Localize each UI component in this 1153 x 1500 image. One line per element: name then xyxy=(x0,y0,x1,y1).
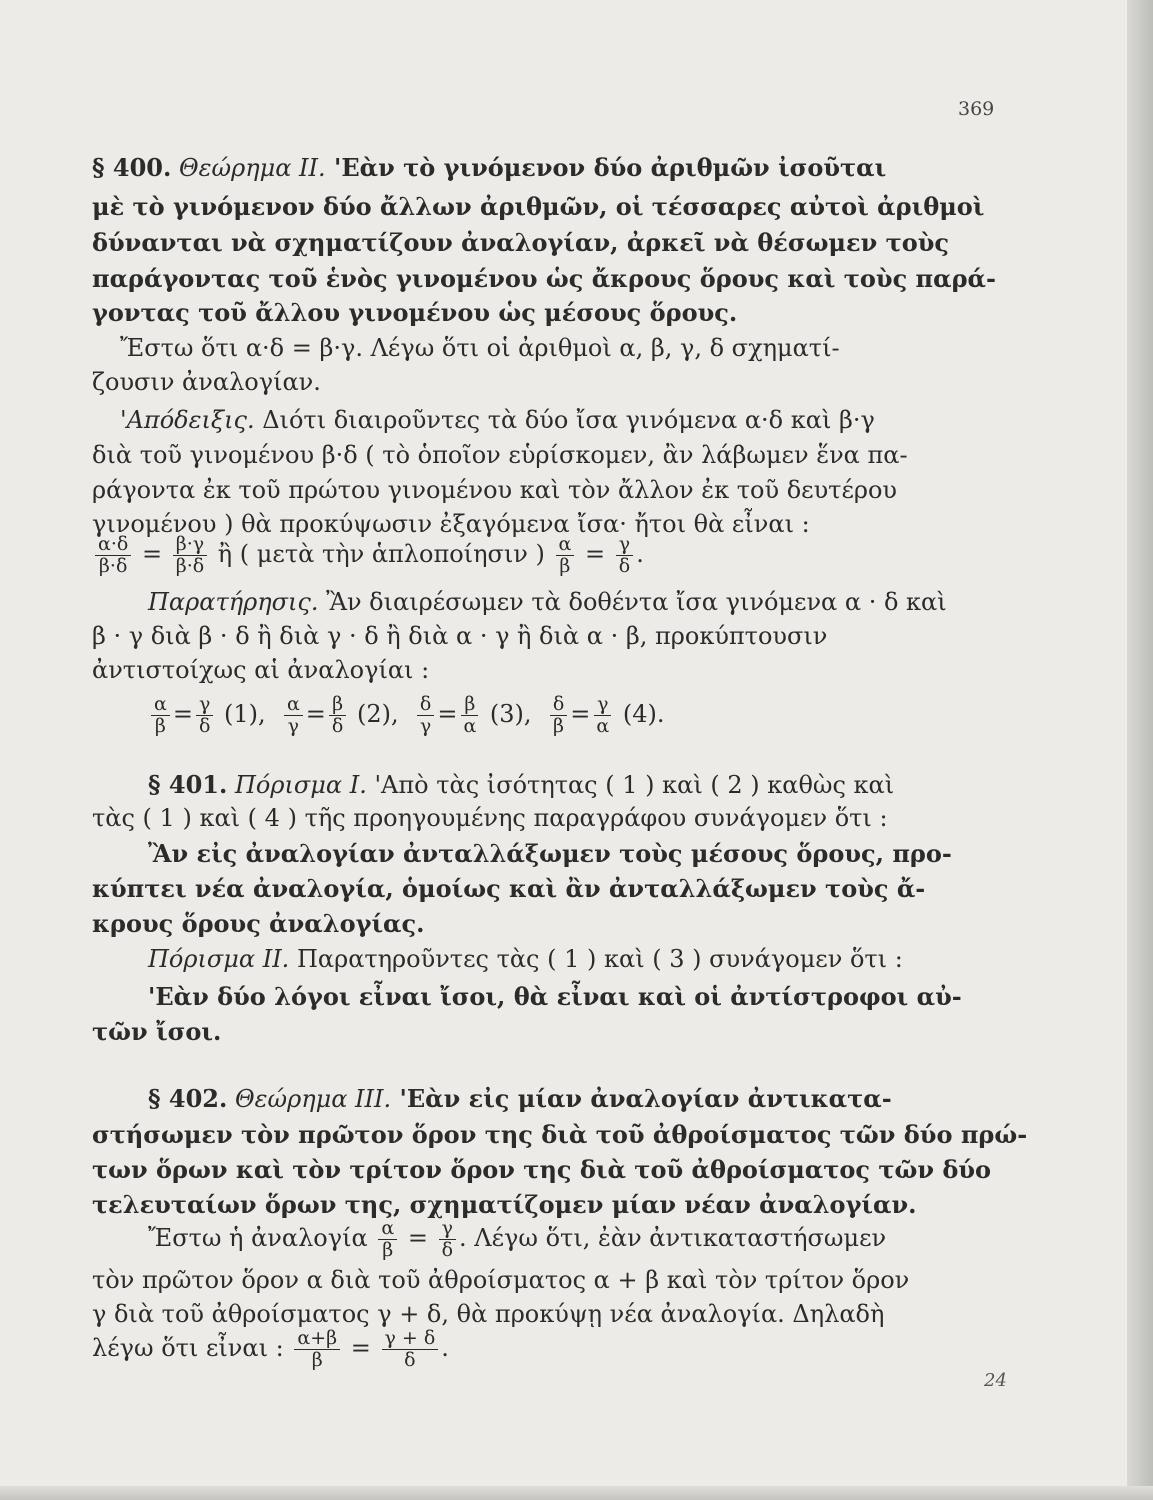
equals-sign: = xyxy=(350,1334,371,1362)
s401-line-2: τὰς ( 1 ) καὶ ( 4 ) τῆς προηγουμένης παραγράφου συνάγομεν ὅτι : xyxy=(92,804,888,832)
corollary-text: 'Απὸ τὰς ἰσότητας ( 1 ) καὶ ( 2 ) καθὼς καὶ xyxy=(366,771,895,799)
s402-line-3: των ὅρων καὶ τὸν τρίτον ὅρον της διὰ τοῦ ἀθροίσματος τῶν δύο xyxy=(92,1155,992,1184)
page-number: 369 xyxy=(958,98,995,120)
s402-line-7: γ διὰ τοῦ ἀθροίσματος γ + δ, θὰ προκύψῃ νέα ἀναλογία. Δηλαδὴ xyxy=(92,1300,885,1328)
remark-text: Ἂν διαιρέσωμεν τὰ δοθέντα ἴσα γινόμενα α · δ καὶ xyxy=(318,588,947,616)
s401-line-4: κύπτει νέα ἀναλογία, ὁμοίως καὶ ἂν ἀνταλλάξωμεν τοὺς ἄ- xyxy=(92,874,926,903)
equation-tag: (3), xyxy=(489,700,532,728)
theorem-text: 'Εὰν εἰς μίαν ἀναλογίαν ἀντικατα- xyxy=(391,1084,892,1113)
theorem-title: Θεώρημα ΙΙΙ. xyxy=(235,1085,392,1113)
s400-line-6: Ἔστω ὅτι α·δ = β·γ. Λέγω ὅτι οἱ ἀριθμοὶ α, β, γ, δ σχηματί- xyxy=(120,334,840,362)
fraction: $\frac{\alpha}{\gamma}$ xyxy=(284,694,303,737)
corollary-title: Πόρισμα Ι. xyxy=(235,771,367,799)
page-edge-right xyxy=(1127,0,1153,1500)
remark-line-1 xyxy=(148,588,1078,616)
proof-label: 'Απόδειξις. xyxy=(120,406,255,434)
section-number: § 402. xyxy=(148,1084,228,1113)
s401-line-7: 'Εὰν δύο λόγοι εἶναι ἴσοι, θὰ εἶναι καὶ οἱ ἀντίστροφοι αὐ- xyxy=(148,982,962,1011)
signature-mark: 24 xyxy=(984,1370,1007,1391)
equals-sign: = xyxy=(584,540,606,568)
fraction: $\frac{\gamma}{\alpha}$ xyxy=(593,694,612,737)
s402-line-8: λέγω ὅτι εἶναι : $\frac{\alpha+\beta}{\beta}$ = $\frac{\gamma + \delta}{\delta}$ . xyxy=(92,1327,449,1371)
proof-line-2: διὰ τοῦ γινομένου β·δ ( τὸ ὁποῖον εὑρίσκομεν, ἂν λάβωμεν ἕνα πα- xyxy=(92,441,908,469)
fraction: $\frac{\gamma + \delta}{\delta}$ xyxy=(382,1328,439,1371)
fraction: $\frac{\gamma}{\delta}$ xyxy=(616,534,633,577)
s400-line-3: δύνανται νὰ σχηματίζουν ἀναλογίαν, ἀρκεῖ νὰ θέσωμεν τοὺς xyxy=(92,228,950,257)
s400-line-4: παράγοντας τοῦ ἑνὸς γινομένου ὡς ἄκρους ὅρους καὶ τοὺς παρά- xyxy=(92,264,996,293)
proof-line-3: ράγοντα ἐκ τοῦ πρώτου γινομένου καὶ τὸν ἄλλον ἐκ τοῦ δευτέρου xyxy=(92,476,898,504)
proportions-row: $\frac{\alpha}{\beta}$ = $\frac{\gamma}{\delta}$ (1), $\frac{\alpha}{\gamma}$ = $\frac{\beta}{\delta}$ (2), $\frac{\delta}{\gamma}$ = $\frac{\beta}{\alpha}$ (3), $\frac{\delta}{\beta}$ = $\frac{\gamma}{\alpha}$ (4). xyxy=(148,694,1078,737)
fraction: $\frac{\gamma}{\delta}$ xyxy=(439,1218,456,1261)
equals-sign: = xyxy=(141,540,163,568)
remark-label: Παρατήρησις. xyxy=(148,588,319,616)
equation-tag: (1), xyxy=(224,700,266,728)
s400-line-1 xyxy=(92,153,1022,182)
s402-line-4: τελευταίων ὅρων της, σχηματίζομεν μίαν νέαν ἀναλογίαν. xyxy=(92,1190,917,1219)
s402-line-5: Ἔστω ἡ ἀναλογία $\frac{\alpha}{\beta}$ = $\frac{\gamma}{\delta}$ . Λέγω ὅτι, ἐὰν ἀντικαταστήσωμεν xyxy=(148,1217,887,1261)
s401-line-5: κρους ὅρους ἀναλογίας. xyxy=(92,909,425,938)
fraction: $\frac{\alpha}{\beta}$ xyxy=(151,694,170,737)
fraction: $\frac{\beta}{\alpha}$ xyxy=(460,694,479,737)
proof-line-4: γινομένου ) θὰ προκύψωσιν ἐξαγόμενα ἴσα· ἤτοι θὰ εἶναι : xyxy=(92,510,810,538)
theorem-text: 'Εὰν τὸ γινόμενον δύο ἀριθμῶν ἰσοῦται xyxy=(325,153,887,182)
equals-sign: = xyxy=(407,1224,428,1252)
s401-line-8: τῶν ἴσοι. xyxy=(92,1017,222,1046)
fraction: $\frac{\alpha+\beta}{\beta}$ xyxy=(294,1328,340,1371)
equation-tag: (2), xyxy=(356,700,399,728)
s402-line-1 xyxy=(148,1084,1078,1113)
remark-line-3: ἀντιστοίχως αἱ ἀναλογίαι : xyxy=(92,656,430,684)
theorem-title: Θεώρημα ΙΙ. xyxy=(179,154,326,182)
s401-line-1 xyxy=(148,770,1078,799)
fraction: $\frac{\alpha}{\beta}$ xyxy=(556,534,575,577)
fraction: $\frac{\gamma}{\delta}$ xyxy=(196,694,213,737)
corollary-title: Πόρισμα ΙΙ. xyxy=(148,945,290,973)
section-number: § 401. xyxy=(148,770,228,799)
s401-line-6 xyxy=(148,945,1078,973)
fraction: $\frac{\alpha}{\beta}$ xyxy=(378,1218,397,1261)
s400-line-7: ζουσιν ἀναλογίαν. xyxy=(92,368,321,396)
s400-line-5: γοντας τοῦ ἄλλου γινομένου ὡς μέσους ὅρους. xyxy=(92,298,738,327)
fraction: $\frac{\delta}{\beta}$ xyxy=(550,694,567,737)
page-edge-bottom xyxy=(0,1486,1153,1500)
corollary-text: Παρατηροῦντες τὰς ( 1 ) καὶ ( 3 ) συνάγομεν ὅτι : xyxy=(289,945,903,973)
remark-line-2: β · γ διὰ β · δ ἢ διὰ γ · δ ἢ διὰ α · γ ἢ διὰ α · β, προκύπτουσιν xyxy=(92,622,828,650)
formula-text: ἢ ( μετὰ τὴν ἁπλοποίησιν ) xyxy=(210,540,545,568)
fraction: $\frac{\alpha\cdot\delta}{\beta\cdot\delta}$ xyxy=(95,534,131,577)
s400-line-2: μὲ τὸ γινόμενον δύο ἄλλων ἀριθμῶν, οἱ τέσσαρες αὐτοὶ ἀριθμοὶ xyxy=(92,192,985,221)
proof-formula: $\frac{\alpha\cdot\delta}{\beta\cdot\delta}$ = $\frac{\beta\cdot\gamma}{\beta\cdot\delta}$ ἢ ( μετὰ τὴν ἁπλοποίησιν ) $\frac{\alpha}{\beta}$ = $\frac{\gamma}{\delta}$ . xyxy=(92,534,1022,577)
proof-line-1 xyxy=(120,406,1050,434)
fraction: $\frac{\beta\cdot\gamma}{\beta\cdot\delta}$ xyxy=(173,534,207,577)
equation-tag: (4). xyxy=(622,700,665,728)
s402-line-6: τὸν πρῶτον ὅρον α διὰ τοῦ ἀθροίσματος α + β καὶ τὸν τρίτον ὅρον xyxy=(92,1266,910,1294)
fraction: $\frac{\delta}{\gamma}$ xyxy=(417,694,434,737)
proof-text: Διότι διαιροῦντες τὰ δύο ἴσα γινόμενα α·δ καὶ β·γ xyxy=(254,406,875,434)
fraction: $\frac{\beta}{\delta}$ xyxy=(329,694,346,737)
section-number: § 400. xyxy=(92,153,172,182)
s401-line-3: Ἂν εἰς ἀναλογίαν ἀνταλλάξωμεν τοὺς μέσους ὅρους, προ- xyxy=(148,839,952,868)
s402-line-2: στήσωμεν τὸν πρῶτον ὅρον της διὰ τοῦ ἀθροίσματος τῶν δύο πρώ- xyxy=(92,1120,1028,1149)
